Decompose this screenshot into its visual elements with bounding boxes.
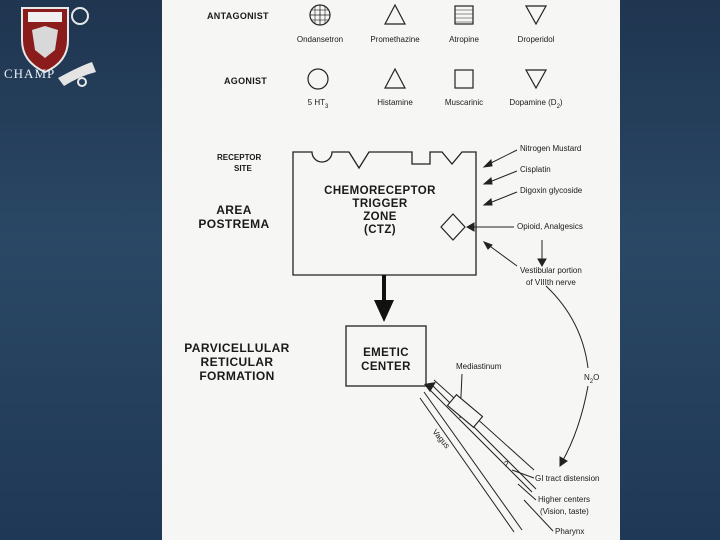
antagonist-triangle-icon	[385, 5, 405, 24]
antagonist-label: Promethazine	[370, 35, 420, 44]
antagonist-lined-square-icon	[455, 6, 473, 24]
antagonist-label: Ondansetron	[296, 35, 344, 44]
vestibular-label: Vestibular portion	[520, 266, 582, 275]
agonist-label	[509, 98, 562, 110]
parvicellular-label: FORMATION	[199, 369, 275, 383]
n2o-o: O	[593, 373, 600, 382]
stimulus-label: Digoxin glycoside	[520, 186, 583, 195]
antagonist-inverted-triangle-icon	[526, 6, 546, 24]
higher-centers-label: (Vision, taste)	[540, 507, 589, 516]
emesis-pathway-diagram	[162, 0, 620, 540]
ctz-title: CHEMORECEPTOR	[324, 185, 436, 197]
agonist-5ht-text: 5 HT	[307, 98, 325, 107]
vagus-label: Vagus	[430, 427, 452, 451]
vagus-nerve-bundle	[420, 380, 536, 532]
agonist-triangle-icon	[385, 69, 405, 88]
agonist-dopamine-text: Dopamine (D	[509, 98, 557, 107]
vestibular-label: of VIIIth nerve	[526, 278, 576, 287]
slide-panel	[162, 0, 620, 540]
question-mark: ?	[504, 460, 509, 469]
parvicellular-label: PARVICELLULAR	[184, 341, 290, 355]
mediastinum-label: Mediastinum	[456, 362, 502, 371]
pharynx-label: Pharynx	[555, 527, 585, 536]
parvicellular-label: RETICULAR	[200, 355, 274, 369]
champ-logo-text: CHAMP	[4, 66, 56, 81]
ctz-title: ZONE	[363, 211, 397, 223]
antagonist-label: Atropine	[449, 35, 479, 44]
receptor-site-label: RECEPTOR	[217, 153, 262, 162]
antagonist-title: ANTAGONIST	[207, 11, 269, 21]
n2o-n: N	[584, 373, 590, 382]
emetic-center-label: CENTER	[361, 361, 411, 373]
n2o-arrows	[546, 286, 588, 466]
higher-centers-label: Higher centers	[538, 495, 591, 504]
emetic-center-label: EMETIC	[363, 347, 409, 359]
agonist-title: AGONIST	[224, 76, 268, 86]
stimulus-label: Cisplatin	[520, 165, 551, 174]
area-postrema-label: POSTREMA	[198, 217, 270, 231]
gi-distension-label: GI tract distension	[535, 474, 600, 483]
ctz-diamond-receptor	[441, 214, 465, 240]
antagonist-label: Droperidol	[517, 35, 555, 44]
ctz-title: (CTZ)	[363, 224, 397, 236]
area-postrema-label: AREA	[216, 203, 252, 217]
stimulus-label: Opioid, Analgesics	[517, 222, 583, 231]
stimulus-label: Nitrogen Mustard	[520, 144, 582, 153]
agonist-square-icon	[455, 70, 473, 88]
agonist-label: Muscarinic	[444, 98, 484, 107]
n2o-subscript: 2	[589, 379, 594, 385]
agonist-inverted-triangle-icon	[526, 70, 546, 88]
receptor-site-label: SITE	[234, 164, 252, 173]
agonist-dopamine-close: )	[559, 98, 563, 107]
agonist-5ht-subscript: 3	[325, 104, 329, 110]
antagonist-grid-circle-icon	[310, 5, 330, 25]
champ-logo	[0, 0, 110, 100]
ctz-title: TRIGGER	[352, 198, 408, 210]
ctz-to-emetic-arrow	[374, 275, 394, 322]
agonist-circle-icon	[308, 69, 328, 89]
n2o-label	[584, 373, 599, 385]
agonist-label: Histamine	[377, 98, 413, 107]
agonist-dopamine-subscript: 2	[556, 104, 560, 110]
agonist-label	[308, 98, 329, 110]
